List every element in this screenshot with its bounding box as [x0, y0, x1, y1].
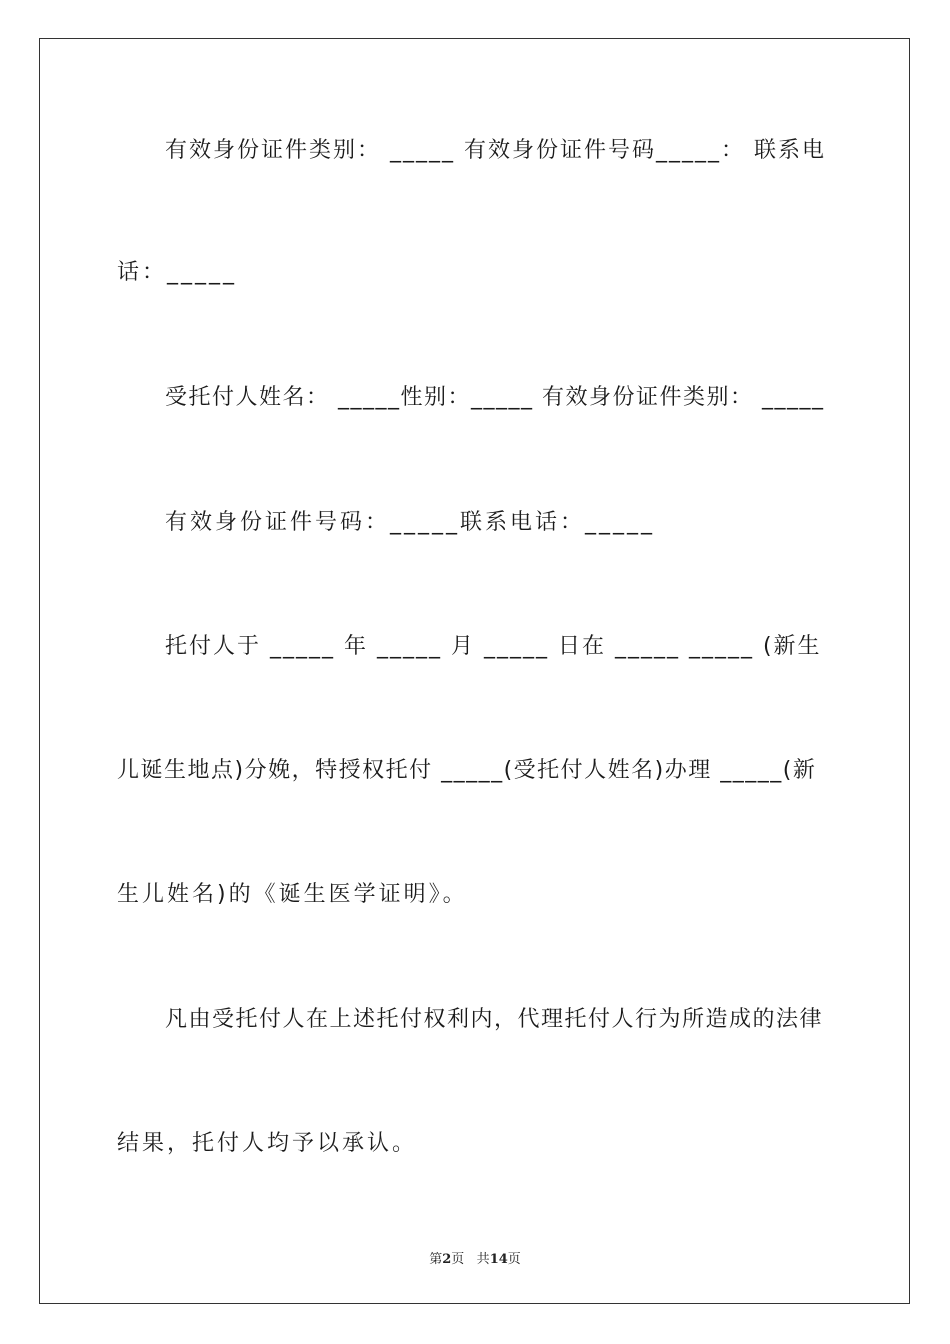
paragraph-line-2: 话：_____ [117, 260, 238, 285]
paragraph-line-6: 儿诞生地点)分娩，特授权托付 _____(受托付人姓名)办理 _____(新 [117, 758, 817, 783]
paragraph-line-7: 生儿姓名)的《诞生医学证明》。 [117, 882, 468, 907]
page-prefix: 第 [429, 1252, 443, 1267]
paragraph-line-3: 受托付人姓名： _____性别：_____ 有效身份证件类别： _____ [165, 385, 825, 410]
total-pages: 14 [489, 1252, 508, 1267]
paragraph-line-9: 结果，托付人均予以承认。 [117, 1131, 418, 1156]
paragraph-line-1: 有效身份证件类别： _____ 有效身份证件号码_____： 联系电 [165, 138, 826, 163]
page-footer [0, 1248, 950, 1267]
paragraph-line-8: 凡由受托付人在上述托付权利内，代理托付人行为所造成的法律 [165, 1007, 824, 1032]
total-prefix: 共 [476, 1252, 490, 1267]
total-suffix: 页 [507, 1252, 521, 1267]
page-suffix: 页 [451, 1252, 465, 1267]
page-border [39, 38, 910, 1304]
paragraph-line-5: 托付人于 _____ 年 _____ 月 _____ 日在 _____ _____ (新生 [165, 634, 822, 659]
paragraph-line-4: 有效身份证件号码：_____联系电话：_____ [165, 510, 656, 535]
page-number: 2 [442, 1252, 452, 1267]
